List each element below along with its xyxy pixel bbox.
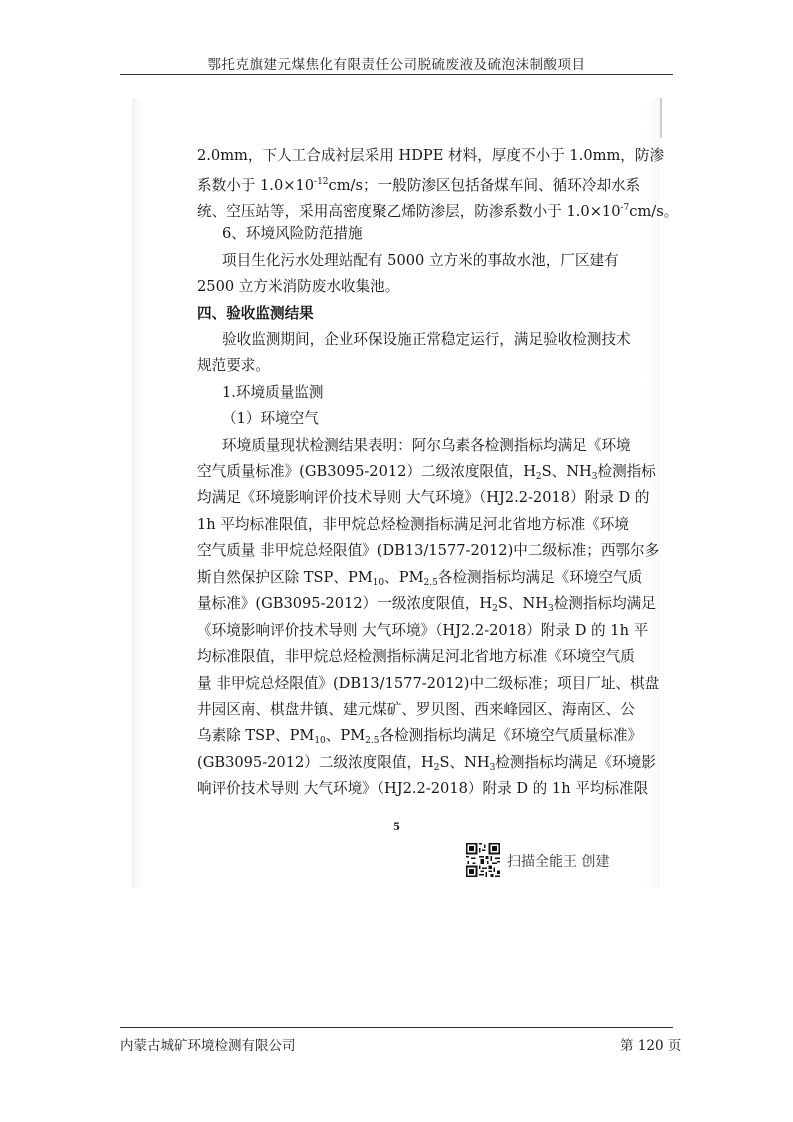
- footer-page-number: 第 120 页: [620, 1038, 682, 1054]
- body-line-23: 乌素除 TSP、$PM_{10}$、$PM_{2.5}$各检测指标均满足《环境空气质量标准》: [197, 727, 643, 746]
- page-header-title: 鄂托克旗建元煤焦化有限责任公司脱硫废液及硫泡沫制酸项目: [207, 57, 586, 73]
- scan-edge-mark: [660, 98, 662, 138]
- qr-code-icon: [466, 843, 500, 877]
- body-line-13: 空气质量标准》(GB3095-2012）二级浓度限值，$H_2S$、$NH_3$检测指标: [197, 463, 656, 482]
- body-line-25: 响评价技术导则 大气环境》（HJ2.2-2018）附录 D 的 1h 平均标准限: [197, 780, 649, 797]
- body-line-24: (GB3095-2012）二级浓度限值，$H_2S$、$NH_3$检测指标均满足《环境影: [197, 754, 656, 773]
- footer-rule: [120, 1027, 673, 1028]
- inner-page-number: 5: [393, 822, 400, 833]
- body-line-2: 系数小于 $1.0\times 10^{-12}cm/s$；一般防渗区包括备煤车间、循环冷却水系: [197, 177, 641, 194]
- body-line-21: 量 非甲烷总烃限值》(DB13/1577-2012)中二级标准；项目厂址、棋盘: [197, 675, 660, 692]
- body-line-22: 井园区南、棋盘井镇、建元煤矿、罗贝图、西来峰园区、海南区、公: [197, 701, 635, 718]
- body-line-8: 验收监测期间，企业环保设施正常稳定运行，满足验收检测技术: [222, 331, 631, 348]
- header-rule: [120, 74, 673, 75]
- footer-company: 内蒙古城矿环境检测有限公司: [120, 1038, 296, 1054]
- scanner-brand-label: 扫描全能王 创建: [507, 854, 610, 870]
- body-line-3: 统、空压站等，采用高密度聚乙烯防渗层，防渗系数小于 $1.0\times 10^{-7}cm/s$。: [197, 203, 679, 220]
- body-line-14: 均满足《环境影响评价技术导则 大气环境》（HJ2.2-2018）附录 D 的: [197, 489, 650, 506]
- body-line-12: 环境质量现状检测结果表明：阿尔乌素各检测指标均满足《环境: [222, 437, 631, 454]
- body-line-6: 2500 立方米消防废水收集池。: [197, 278, 400, 295]
- body-line-18: 量标准》(GB3095-2012）一级浓度限值，$H_2S$、$NH_3$检测指标均满足: [197, 595, 656, 614]
- section-heading-risk: 6、环境风险防范措施: [222, 225, 363, 242]
- body-line-5: 项目生化污水处理站配有 5000 立方米的事故水池，厂区建有: [222, 252, 619, 269]
- subheading-env-quality: 1.环境质量监测: [222, 384, 324, 401]
- body-line-9: 规范要求。: [197, 357, 270, 374]
- body-line-17: 斯自然保护区除 TSP、$PM_{10}$、$PM_{2.5}$各检测指标均满足《环境空气质: [197, 569, 643, 588]
- body-line-1: 2.0mm，下人工合成衬层采用 HDPE 材料，厚度不小于 1.0mm，防渗: [197, 147, 665, 164]
- subheading-air: （1）环境空气: [222, 410, 319, 427]
- body-line-20: 均标准限值，非甲烷总烃检测指标满足河北省地方标准《环境空气质: [197, 648, 635, 665]
- body-line-15: 1h 平均标准限值，非甲烷总烃检测指标满足河北省地方标准《环境: [197, 516, 629, 533]
- section-heading-results: 四、验收监测结果: [197, 305, 314, 322]
- body-line-19: 《环境影响评价技术导则 大气环境》（HJ2.2-2018）附录 D 的 1h 平: [197, 622, 649, 639]
- body-line-16: 空气质量 非甲烷总烃限值》(DB13/1577-2012)中二级标准；西鄂尔多: [197, 542, 660, 559]
